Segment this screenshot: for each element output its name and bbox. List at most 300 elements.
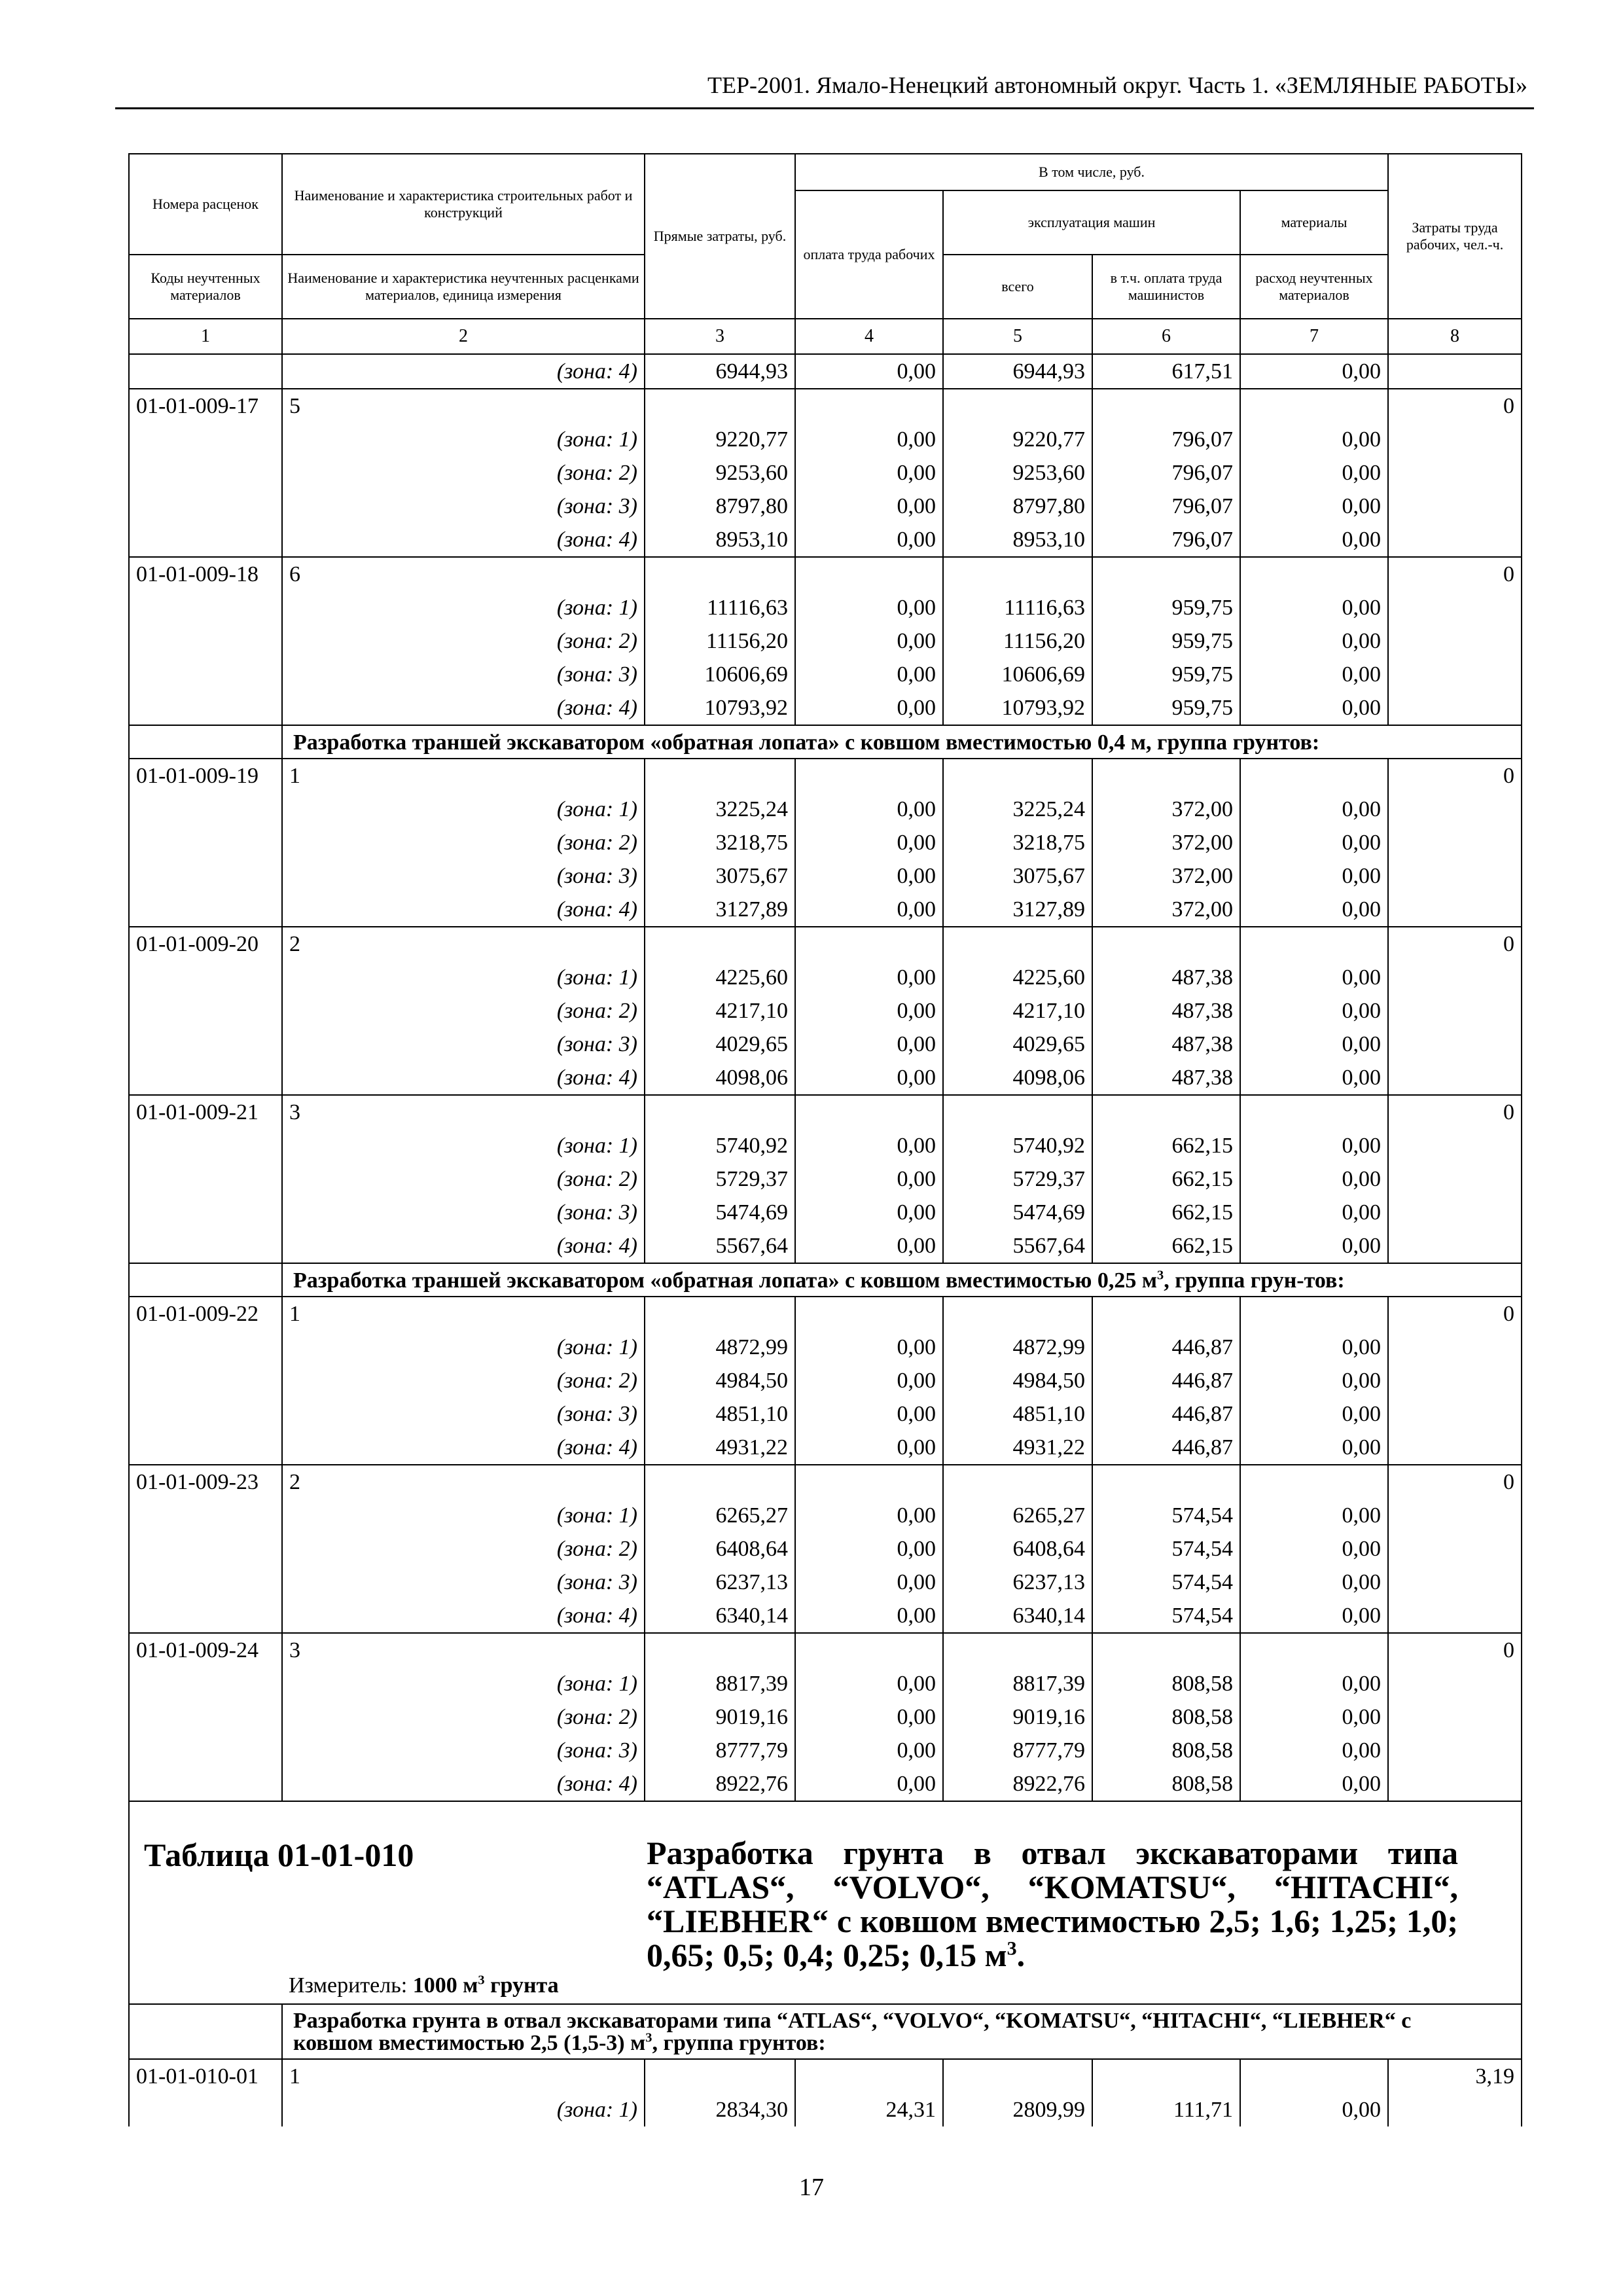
- machinist-wages: 662,15: [1092, 1162, 1240, 1196]
- machines-total: 10793,92: [943, 691, 1092, 725]
- machinist-wages: 574,54: [1092, 1499, 1240, 1532]
- machines-total: 4984,50: [943, 1364, 1092, 1397]
- direct-costs: 9220,77: [645, 423, 795, 456]
- table-row: [129, 423, 1522, 456]
- materials: 0,00: [1240, 1129, 1388, 1162]
- materials: 0,00: [1240, 1734, 1388, 1767]
- machines-total: 5474,69: [943, 1196, 1092, 1229]
- zone-label: (зона: 1): [282, 1331, 645, 1364]
- machinist-wages: 446,87: [1092, 1431, 1240, 1465]
- table-row: [129, 826, 1522, 859]
- wages: 0,00: [795, 456, 943, 490]
- col-number: 4: [795, 319, 943, 354]
- labor-costs: 0: [1388, 927, 1522, 961]
- zone-label: (зона: 3): [282, 859, 645, 893]
- machinist-wages: 446,87: [1092, 1331, 1240, 1364]
- zone-label: (зона: 3): [282, 1566, 645, 1599]
- materials: 0,00: [1240, 658, 1388, 691]
- table-row: [129, 691, 1522, 725]
- machinist-wages: 111,71: [1092, 2093, 1240, 2126]
- wages: 0,00: [795, 1431, 943, 1465]
- direct-costs: 4984,50: [645, 1364, 795, 1397]
- zone-label: (зона: 3): [282, 1734, 645, 1767]
- rate-name: 2: [282, 927, 645, 961]
- wages: 0,00: [795, 523, 943, 557]
- rate-code: 01-01-009-19: [129, 759, 282, 793]
- materials: 0,00: [1240, 691, 1388, 725]
- zone-label: (зона: 1): [282, 1667, 645, 1700]
- materials: 0,00: [1240, 1331, 1388, 1364]
- machinist-wages: 574,54: [1092, 1566, 1240, 1599]
- zone-label: (зона: 1): [282, 1499, 645, 1532]
- machinist-wages: 808,58: [1092, 1767, 1240, 1801]
- rate-code: 01-01-009-18: [129, 557, 282, 591]
- table-row: [129, 1667, 1522, 1700]
- zone-label: (зона: 1): [282, 961, 645, 994]
- direct-costs: 11116,63: [645, 591, 795, 624]
- wages: 0,00: [795, 1767, 943, 1801]
- machines-total: 6408,64: [943, 1532, 1092, 1566]
- wages: 0,00: [795, 1667, 943, 1700]
- zone-label: (зона: 4): [282, 1599, 645, 1633]
- zone-label: (зона: 2): [282, 456, 645, 490]
- zone-label: (зона: 1): [282, 2093, 645, 2126]
- wages: 0,00: [795, 826, 943, 859]
- machinist-wages: 446,87: [1092, 1397, 1240, 1431]
- labor-costs: 0: [1388, 389, 1522, 423]
- rate-code: 01-01-009-24: [129, 1633, 282, 1667]
- table-row: [129, 389, 1522, 423]
- zone-label: (зона: 4): [282, 523, 645, 557]
- materials: 0,00: [1240, 793, 1388, 826]
- machinist-wages: 796,07: [1092, 490, 1240, 523]
- wages: 0,00: [795, 1532, 943, 1566]
- rate-code: 01-01-010-01: [129, 2059, 282, 2093]
- direct-costs: 6340,14: [645, 1599, 795, 1633]
- machinist-wages: 487,38: [1092, 1028, 1240, 1061]
- header-title: ТЕР-2001. Ямало-Ненецкий автономный округ. Часть 1. «ЗЕМЛЯНЫЕ РАБОТЫ»: [707, 72, 1527, 98]
- col-number: 7: [1240, 319, 1388, 354]
- machinist-wages: 959,75: [1092, 591, 1240, 624]
- machines-total: 9220,77: [943, 423, 1092, 456]
- machines-total: 8953,10: [943, 523, 1092, 557]
- direct-costs: 3225,24: [645, 793, 795, 826]
- materials: 0,00: [1240, 1767, 1388, 1801]
- machines-total: 5567,64: [943, 1229, 1092, 1263]
- direct-costs: 4851,10: [645, 1397, 795, 1431]
- materials: 0,00: [1240, 1028, 1388, 1061]
- table-row: [129, 490, 1522, 523]
- wages: 0,00: [795, 1700, 943, 1734]
- rate-code: 01-01-009-21: [129, 1095, 282, 1129]
- machinist-wages: 574,54: [1092, 1532, 1240, 1566]
- machines-total: 3127,89: [943, 893, 1092, 927]
- col-number: 8: [1388, 319, 1522, 354]
- machines-total: 5740,92: [943, 1129, 1092, 1162]
- zone-label: (зона: 4): [282, 893, 645, 927]
- machinist-wages: 487,38: [1092, 961, 1240, 994]
- labor-costs: 0: [1388, 1465, 1522, 1499]
- materials: 0,00: [1240, 523, 1388, 557]
- machines-total: 3075,67: [943, 859, 1092, 893]
- head-machines-total: всего: [943, 255, 1092, 319]
- materials: 0,00: [1240, 1532, 1388, 1566]
- machines-total: 10606,69: [943, 658, 1092, 691]
- direct-costs: 2834,30: [645, 2093, 795, 2126]
- head-including: В том числе, руб.: [795, 154, 1388, 190]
- zone-label: (зона: 3): [282, 658, 645, 691]
- table-heading: Разработка грунта в отвал экскаваторами типа “ATLAS“, “VOLVO“, “KOMATSU“, “HITACHI“, “LIEBHER“ с ковшом вместимостью 2,5; 1,6; 1,25; 1,0; 0,65; 0,5; 0,4; 0,25; 0,15 $м^3$.: [647, 1835, 1458, 1973]
- machines-total: 4217,10: [943, 994, 1092, 1028]
- materials: 0,00: [1240, 2093, 1388, 2126]
- wages: 24,31: [795, 2093, 943, 2126]
- zone-label: (зона: 2): [282, 624, 645, 658]
- wages: 0,00: [795, 1331, 943, 1364]
- wages: 0,00: [795, 624, 943, 658]
- wages: 0,00: [795, 1397, 943, 1431]
- machinist-wages: 487,38: [1092, 994, 1240, 1028]
- labor-costs: 0: [1388, 1297, 1522, 1331]
- machinist-wages: 808,58: [1092, 1734, 1240, 1767]
- table-title-row: [129, 1801, 1522, 2004]
- labor-costs: 3,19: [1388, 2059, 1522, 2093]
- machines-total: 6340,14: [943, 1599, 1092, 1633]
- machinist-wages: 574,54: [1092, 1599, 1240, 1633]
- machines-total: 4098,06: [943, 1061, 1092, 1095]
- table-row: [129, 456, 1522, 490]
- table-row: [129, 1364, 1522, 1397]
- table-row: [129, 1129, 1522, 1162]
- machines-total: 4851,10: [943, 1397, 1092, 1431]
- col-number: 2: [282, 319, 645, 354]
- wages: 0,00: [795, 961, 943, 994]
- head-material-names: Наименование и характеристика неучтенных расценками материалов, единица измерения: [282, 255, 645, 319]
- table-head: [129, 154, 1522, 354]
- machines-total: 4029,65: [943, 1028, 1092, 1061]
- table-row: [129, 927, 1522, 961]
- head-materials: материалы: [1240, 190, 1388, 255]
- direct-costs: 8777,79: [645, 1734, 795, 1767]
- head-machinist-wages: в т.ч. оплата труда машинистов: [1092, 255, 1240, 319]
- machines-total: 5729,37: [943, 1162, 1092, 1196]
- machines-total: 8777,79: [943, 1734, 1092, 1767]
- wages: 0,00: [795, 490, 943, 523]
- machinist-wages: 372,00: [1092, 793, 1240, 826]
- zone-label: (зона: 1): [282, 423, 645, 456]
- col-number: 1: [129, 319, 282, 354]
- direct-costs: 11156,20: [645, 624, 795, 658]
- materials: 0,00: [1240, 1431, 1388, 1465]
- wages: 0,00: [795, 1061, 943, 1095]
- table-row: [129, 523, 1522, 557]
- machinist-wages: 796,07: [1092, 456, 1240, 490]
- wages: 0,00: [795, 859, 943, 893]
- machinist-wages: 796,07: [1092, 523, 1240, 557]
- direct-costs: 3075,67: [645, 859, 795, 893]
- table-row: [129, 1397, 1522, 1431]
- zone-label: (зона: 3): [282, 1028, 645, 1061]
- section-heading: Разработка траншей экскаватором «обратная лопата» с ковшом вместимостью 0,4 м, группа грунтов:: [282, 725, 1522, 759]
- machinist-wages: 617,51: [1092, 354, 1240, 389]
- table-row: [129, 1633, 1522, 1667]
- machines-total: 6237,13: [943, 1566, 1092, 1599]
- table-row: [129, 1566, 1522, 1599]
- rate-code: 01-01-009-22: [129, 1297, 282, 1331]
- machinist-wages: 372,00: [1092, 826, 1240, 859]
- table-row: [129, 1028, 1522, 1061]
- direct-costs: 4098,06: [645, 1061, 795, 1095]
- materials: 0,00: [1240, 1162, 1388, 1196]
- zone-label: (зона: 4): [282, 691, 645, 725]
- wages: 0,00: [795, 1599, 943, 1633]
- table-row: [129, 793, 1522, 826]
- head-wages: оплата труда рабочих: [795, 190, 943, 319]
- head-machines: эксплуатация машин: [943, 190, 1240, 255]
- wages: 0,00: [795, 1499, 943, 1532]
- table-row: [129, 1229, 1522, 1263]
- direct-costs: 5729,37: [645, 1162, 795, 1196]
- table-body-block3: [129, 1297, 1522, 1801]
- direct-costs: 5567,64: [645, 1229, 795, 1263]
- zone-label: (зона: 2): [282, 994, 645, 1028]
- machines-total: 8797,80: [943, 490, 1092, 523]
- rate-code: 01-01-009-23: [129, 1465, 282, 1499]
- zone-label: (зона: 3): [282, 490, 645, 523]
- machinist-wages: 959,75: [1092, 624, 1240, 658]
- rate-name: 1: [282, 759, 645, 793]
- direct-costs: 8817,39: [645, 1667, 795, 1700]
- machinist-wages: 662,15: [1092, 1229, 1240, 1263]
- materials: 0,00: [1240, 624, 1388, 658]
- zone-label: (зона: 3): [282, 1397, 645, 1431]
- table-body-block2: [129, 759, 1522, 1263]
- direct-costs: 9253,60: [645, 456, 795, 490]
- table-label: Таблица 01-01-010: [144, 1837, 414, 1873]
- machines-total: 3218,75: [943, 826, 1092, 859]
- direct-costs: 3218,75: [645, 826, 795, 859]
- direct-costs: 8797,80: [645, 490, 795, 523]
- table-row: [129, 557, 1522, 591]
- table-row: [129, 1465, 1522, 1499]
- labor-costs: 0: [1388, 1095, 1522, 1129]
- machinist-wages: 959,75: [1092, 691, 1240, 725]
- machinist-wages: 446,87: [1092, 1364, 1240, 1397]
- rate-code: 01-01-009-17: [129, 389, 282, 423]
- table-row: [129, 1431, 1522, 1465]
- table-body-block1: [129, 389, 1522, 725]
- table-row: [129, 591, 1522, 624]
- page-header: [115, 71, 1534, 109]
- direct-costs: 6944,93: [645, 354, 795, 389]
- direct-costs: 8922,76: [645, 1767, 795, 1801]
- wages: 0,00: [795, 1196, 943, 1229]
- materials: 0,00: [1240, 994, 1388, 1028]
- head-material-consumption: расход неучтенных материалов: [1240, 255, 1388, 319]
- table-row: [129, 354, 1522, 389]
- materials: 0,00: [1240, 1364, 1388, 1397]
- direct-costs: 3127,89: [645, 893, 795, 927]
- table-row: [129, 1499, 1522, 1532]
- direct-costs: 4872,99: [645, 1331, 795, 1364]
- materials: 0,00: [1240, 1667, 1388, 1700]
- wages: 0,00: [795, 994, 943, 1028]
- rate-name: 1: [282, 2059, 645, 2093]
- wages: 0,00: [795, 1566, 943, 1599]
- direct-costs: 6237,13: [645, 1566, 795, 1599]
- machines-total: 4872,99: [943, 1331, 1092, 1364]
- page-number: 17: [799, 2174, 824, 2201]
- zone-label: (зона: 1): [282, 591, 645, 624]
- head-work-name: Наименование и характеристика строительных работ и конструкций: [282, 154, 645, 255]
- direct-costs: 5740,92: [645, 1129, 795, 1162]
- table-row: [129, 1297, 1522, 1331]
- machinist-wages: 808,58: [1092, 1667, 1240, 1700]
- wages: 0,00: [795, 1129, 943, 1162]
- zone-label: (зона: 4): [282, 1431, 645, 1465]
- head-labor-costs: Затраты труда рабочих, чел.-ч.: [1388, 154, 1522, 319]
- materials: 0,00: [1240, 1599, 1388, 1633]
- table-row: [129, 1767, 1522, 1801]
- materials: 0,00: [1240, 826, 1388, 859]
- direct-costs: 6408,64: [645, 1532, 795, 1566]
- materials: 0,00: [1240, 1196, 1388, 1229]
- rate-name: 3: [282, 1633, 645, 1667]
- machines-total: 3225,24: [943, 793, 1092, 826]
- table-row: [129, 1162, 1522, 1196]
- table-row: [129, 1061, 1522, 1095]
- table-row: [129, 2059, 1522, 2093]
- table-row: [129, 893, 1522, 927]
- zone-label: (зона: 4): [282, 1061, 645, 1095]
- direct-costs: 10606,69: [645, 658, 795, 691]
- table-row: [129, 1532, 1522, 1566]
- wages: 0,00: [795, 1734, 943, 1767]
- materials: 0,00: [1240, 859, 1388, 893]
- table-row: [129, 1095, 1522, 1129]
- materials: 0,00: [1240, 1566, 1388, 1599]
- machines-total: 9019,16: [943, 1700, 1092, 1734]
- direct-costs: 9019,16: [645, 1700, 795, 1734]
- wages: 0,00: [795, 658, 943, 691]
- head-material-codes: Коды неучтенных материалов: [129, 255, 282, 319]
- rate-name: 1: [282, 1297, 645, 1331]
- col-number: 5: [943, 319, 1092, 354]
- table-row: [129, 961, 1522, 994]
- rate-name: 3: [282, 1095, 645, 1129]
- direct-costs: 5474,69: [645, 1196, 795, 1229]
- materials: 0,00: [1240, 1397, 1388, 1431]
- direct-costs: 4225,60: [645, 961, 795, 994]
- labor-costs: 0: [1388, 557, 1522, 591]
- materials: 0,00: [1240, 490, 1388, 523]
- table-row: [129, 759, 1522, 793]
- machines-total: 2809,99: [943, 2093, 1092, 2126]
- table-title-cell: [129, 1801, 1522, 2004]
- table-row: [129, 994, 1522, 1028]
- machinist-wages: 487,38: [1092, 1061, 1240, 1095]
- wages: 0,00: [795, 354, 943, 389]
- table-row: [129, 859, 1522, 893]
- section-heading: Разработка траншей экскаватором «обратная лопата» с ковшом вместимостью 0,25 $м^3$, группа грун-тов:: [282, 1263, 1522, 1297]
- table-row: [129, 658, 1522, 691]
- materials: 0,00: [1240, 591, 1388, 624]
- labor-costs: 0: [1388, 1633, 1522, 1667]
- machines-total: 4225,60: [943, 961, 1092, 994]
- section-row-2: [129, 725, 1522, 759]
- direct-costs: 4217,10: [645, 994, 795, 1028]
- section-heading: Разработка грунта в отвал экскаваторами типа “ATLAS“, “VOLVO“, “KOMATSU“, “HITACHI“, “LIEBHER“ с ковшом вместимостью 2,5 (1,5-3) $м^3$, группа грунтов:: [282, 2004, 1522, 2059]
- table-row: [129, 1331, 1522, 1364]
- section-row-4: [129, 2004, 1522, 2059]
- zone-label: (зона: 1): [282, 1129, 645, 1162]
- machinist-wages: 796,07: [1092, 423, 1240, 456]
- machinist-wages: 959,75: [1092, 658, 1240, 691]
- table-body-top: [129, 354, 1522, 389]
- direct-costs: 6265,27: [645, 1499, 795, 1532]
- zone-label: (зона: 4): [282, 354, 645, 389]
- zone-label: (зона: 2): [282, 1700, 645, 1734]
- materials: 0,00: [1240, 893, 1388, 927]
- wages: 0,00: [795, 793, 943, 826]
- zone-label: (зона: 4): [282, 1767, 645, 1801]
- direct-costs: 8953,10: [645, 523, 795, 557]
- materials: 0,00: [1240, 354, 1388, 389]
- direct-costs: 4931,22: [645, 1431, 795, 1465]
- materials: 0,00: [1240, 1700, 1388, 1734]
- col-number: 6: [1092, 319, 1240, 354]
- wages: 0,00: [795, 893, 943, 927]
- table-row: [129, 1700, 1522, 1734]
- materials: 0,00: [1240, 423, 1388, 456]
- machines-total: 11116,63: [943, 591, 1092, 624]
- machines-total: 4931,22: [943, 1431, 1092, 1465]
- wages: 0,00: [795, 1162, 943, 1196]
- materials: 0,00: [1240, 1061, 1388, 1095]
- rate-name: 5: [282, 389, 645, 423]
- wages: 0,00: [795, 1229, 943, 1263]
- materials: 0,00: [1240, 961, 1388, 994]
- table-row: [129, 1196, 1522, 1229]
- direct-costs: 10793,92: [645, 691, 795, 725]
- machinist-wages: 372,00: [1092, 893, 1240, 927]
- machinist-wages: 372,00: [1092, 859, 1240, 893]
- table-row: [129, 2093, 1522, 2126]
- zone-label: (зона: 1): [282, 793, 645, 826]
- rate-name: 2: [282, 1465, 645, 1499]
- zone-label: (зона: 2): [282, 1364, 645, 1397]
- zone-label: (зона: 2): [282, 1162, 645, 1196]
- wages: 0,00: [795, 591, 943, 624]
- zone-label: (зона: 4): [282, 1229, 645, 1263]
- labor-costs: 0: [1388, 759, 1522, 793]
- machines-total: 8922,76: [943, 1767, 1092, 1801]
- table-row: [129, 624, 1522, 658]
- col-number: 3: [645, 319, 795, 354]
- materials: 0,00: [1240, 456, 1388, 490]
- machinist-wages: 662,15: [1092, 1196, 1240, 1229]
- machines-total: 6944,93: [943, 354, 1092, 389]
- table-row: [129, 1734, 1522, 1767]
- wages: 0,00: [795, 691, 943, 725]
- section-row-3: [129, 1263, 1522, 1297]
- rate-code: 01-01-009-20: [129, 927, 282, 961]
- zone-label: (зона: 2): [282, 1532, 645, 1566]
- machines-total: 6265,27: [943, 1499, 1092, 1532]
- wages: 0,00: [795, 1028, 943, 1061]
- rates-table: [128, 153, 1521, 2126]
- table-meter: Измеритель: 1000 $м^3$ грунта: [289, 1973, 559, 1998]
- table-body-last: [129, 2059, 1522, 2126]
